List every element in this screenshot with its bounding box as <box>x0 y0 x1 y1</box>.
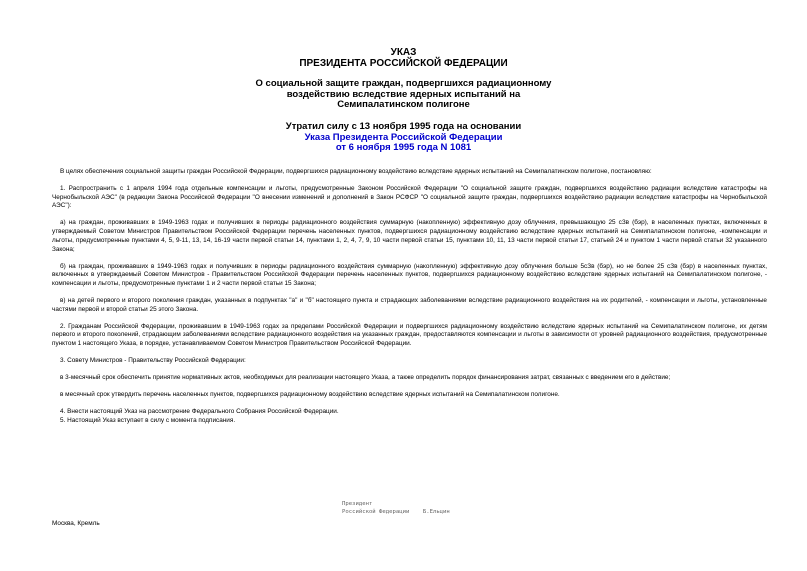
paragraph-item-4: 4. Внести настоящий Указ на рассмотрение Федерального Собрания Российской Федерации. <box>60 408 339 416</box>
document-title <box>0 47 807 69</box>
signature-name: Б.Ельцин <box>422 509 450 515</box>
annulment-link[interactable] <box>0 133 807 154</box>
paragraph-item-5: 5. Настоящий Указ вступает в силу с момента подписания. <box>60 416 236 424</box>
signature-title-line: Российской Федерации <box>342 509 410 515</box>
signature-title-line: Президент <box>342 501 373 507</box>
paragraph-item-2: 2. Гражданам Российской Федерации, проживавшим в 1949-1963 годах за пределами Российской Федерации и подвергшихся радиационному воздействию вследствие ядерных испытаний на Семипалатинском полигоне, их детям первого и второго поколений, страдающим заболеваниями вследствие радиационного воздействия на указанных граждан, предоставляются компенсации и льготы в зависимости от уровней радиационного воздействия, предусмотренные пунктом 1 настоящего Указа, в порядке, устанавливаемом Советом Министров Правительством Российской Федерации. <box>52 322 767 348</box>
title-line: ПРЕЗИДЕНТА РОССИЙСКОЙ ФЕДЕРАЦИИ <box>299 58 508 69</box>
annulment-note <box>0 122 807 154</box>
annulment-text: Утратил силу с 13 ноября 1995 года на основании <box>285 121 522 132</box>
paragraph-item-3-sub1: в 3-месячный срок обеспечить принятие нормативных актов, необходимых для реализации настоящего Указа, а также определить порядок финансирования затрат, связанных с введением его в действие; <box>60 374 671 382</box>
paragraph-item-1b: б) на граждан, проживавших в 1949-1963 годах и получивших в периоды радиационного воздействия суммарную (накопленную) эффективную дозу облучения больше 5сЗв (бэр), но не более 25 сЗв (бэр) в населенных пунктах, включенных в утверждаемый Советом Министров - Правительством Российской Федерации перечень населенных пунктов, подвергшихся радиационному воздействию вследствие ядерных испытаний на Семипалатинском полигоне, - компенсации и льготы, предусмотренные пунктами 1 и 2 части первой статьи 15 Закона; <box>52 262 767 287</box>
document-subject <box>0 79 807 111</box>
subject-line: воздействию вследствие ядерных испытаний на <box>286 88 521 100</box>
subject-line: О социальной защите граждан, подвергшихся радиационному <box>255 78 552 89</box>
paragraph-item-1a: а) на граждан, проживавших в 1949-1963 годах и получивших в периоды радиационного воздействия суммарную (накопленную) эффективную дозу облучения, превышающую 25 сЗв (бэр), в населенных пунктах, включенных в утверждаемый Советом Министров Правительством Российской Федерации перечень населенных пунктов, подвергшихся радиационному воздействию вследствие ядерных испытаний на Семипалатинском полигоне, -компенсации и льготы, предусмотренные пунктами 4, 5, 9-11, 13, 14, 16-19 части первой статьи 14, пунктами 1, 2, 4, 7, 9, 10 части первой статьи 15, пунктами 10, 11, 13 части первой статьи 17, статьей 24 и пунктом 1 части первой статьи 32 указанного Закона; <box>52 219 767 253</box>
paragraph-item-1: 1. Распространить с 1 апреля 1994 года отдельные компенсации и льготы, предусмотренные Законом Российской Федерации "О социальной защите граждан, подвергшихся воздействию радиации вследствие катастрофы на Чернобыльской АЭС" (в редакции Закона Российской Федерации "О внесении изменений и дополнений в Закон РСФСР "О социальной защите граждан, подвергшихся воздействию радиации вследствие катастрофы на Чернобыльской АЭС"): <box>52 185 767 210</box>
annulment-link-line[interactable]: от 6 ноября 1995 года N 1081 <box>335 142 472 153</box>
annulment-link-line[interactable]: Указа Президента Российской Федерации <box>304 131 503 143</box>
signature-block <box>342 500 450 516</box>
signing-place: Москва, Кремль <box>52 520 100 527</box>
paragraph-item-3-sub2: в месячный срок утвердить перечень населенных пунктов, подвергшихся радиационному воздействию вследствие ядерных испытаний на Семипалатинском полигоне. <box>60 391 560 399</box>
document-body <box>52 168 767 425</box>
paragraph-item-1c: в) на детей первого и второго поколения граждан, указанных в подпунктах "а" и "б" настоящего пункта и страдающих заболеваниями вследствие радиационного воздействия на их родителей, - компенсации и льготы, установленные частями первой и второй статьи 25 этого Закона. <box>52 296 767 313</box>
paragraph-preamble: В целях обеспечения социальной защиты граждан Российской Федерации, подвергшихся радиационному воздействию вследствие ядерных испытаний на Семипалатинском полигоне, постановляю: <box>60 168 652 175</box>
paragraph-item-3: 3. Совету Министров - Правительству Российской Федерации: <box>60 357 246 365</box>
subject-line: Семипалатинском полигоне <box>337 99 470 110</box>
title-line: УКАЗ <box>390 47 417 58</box>
